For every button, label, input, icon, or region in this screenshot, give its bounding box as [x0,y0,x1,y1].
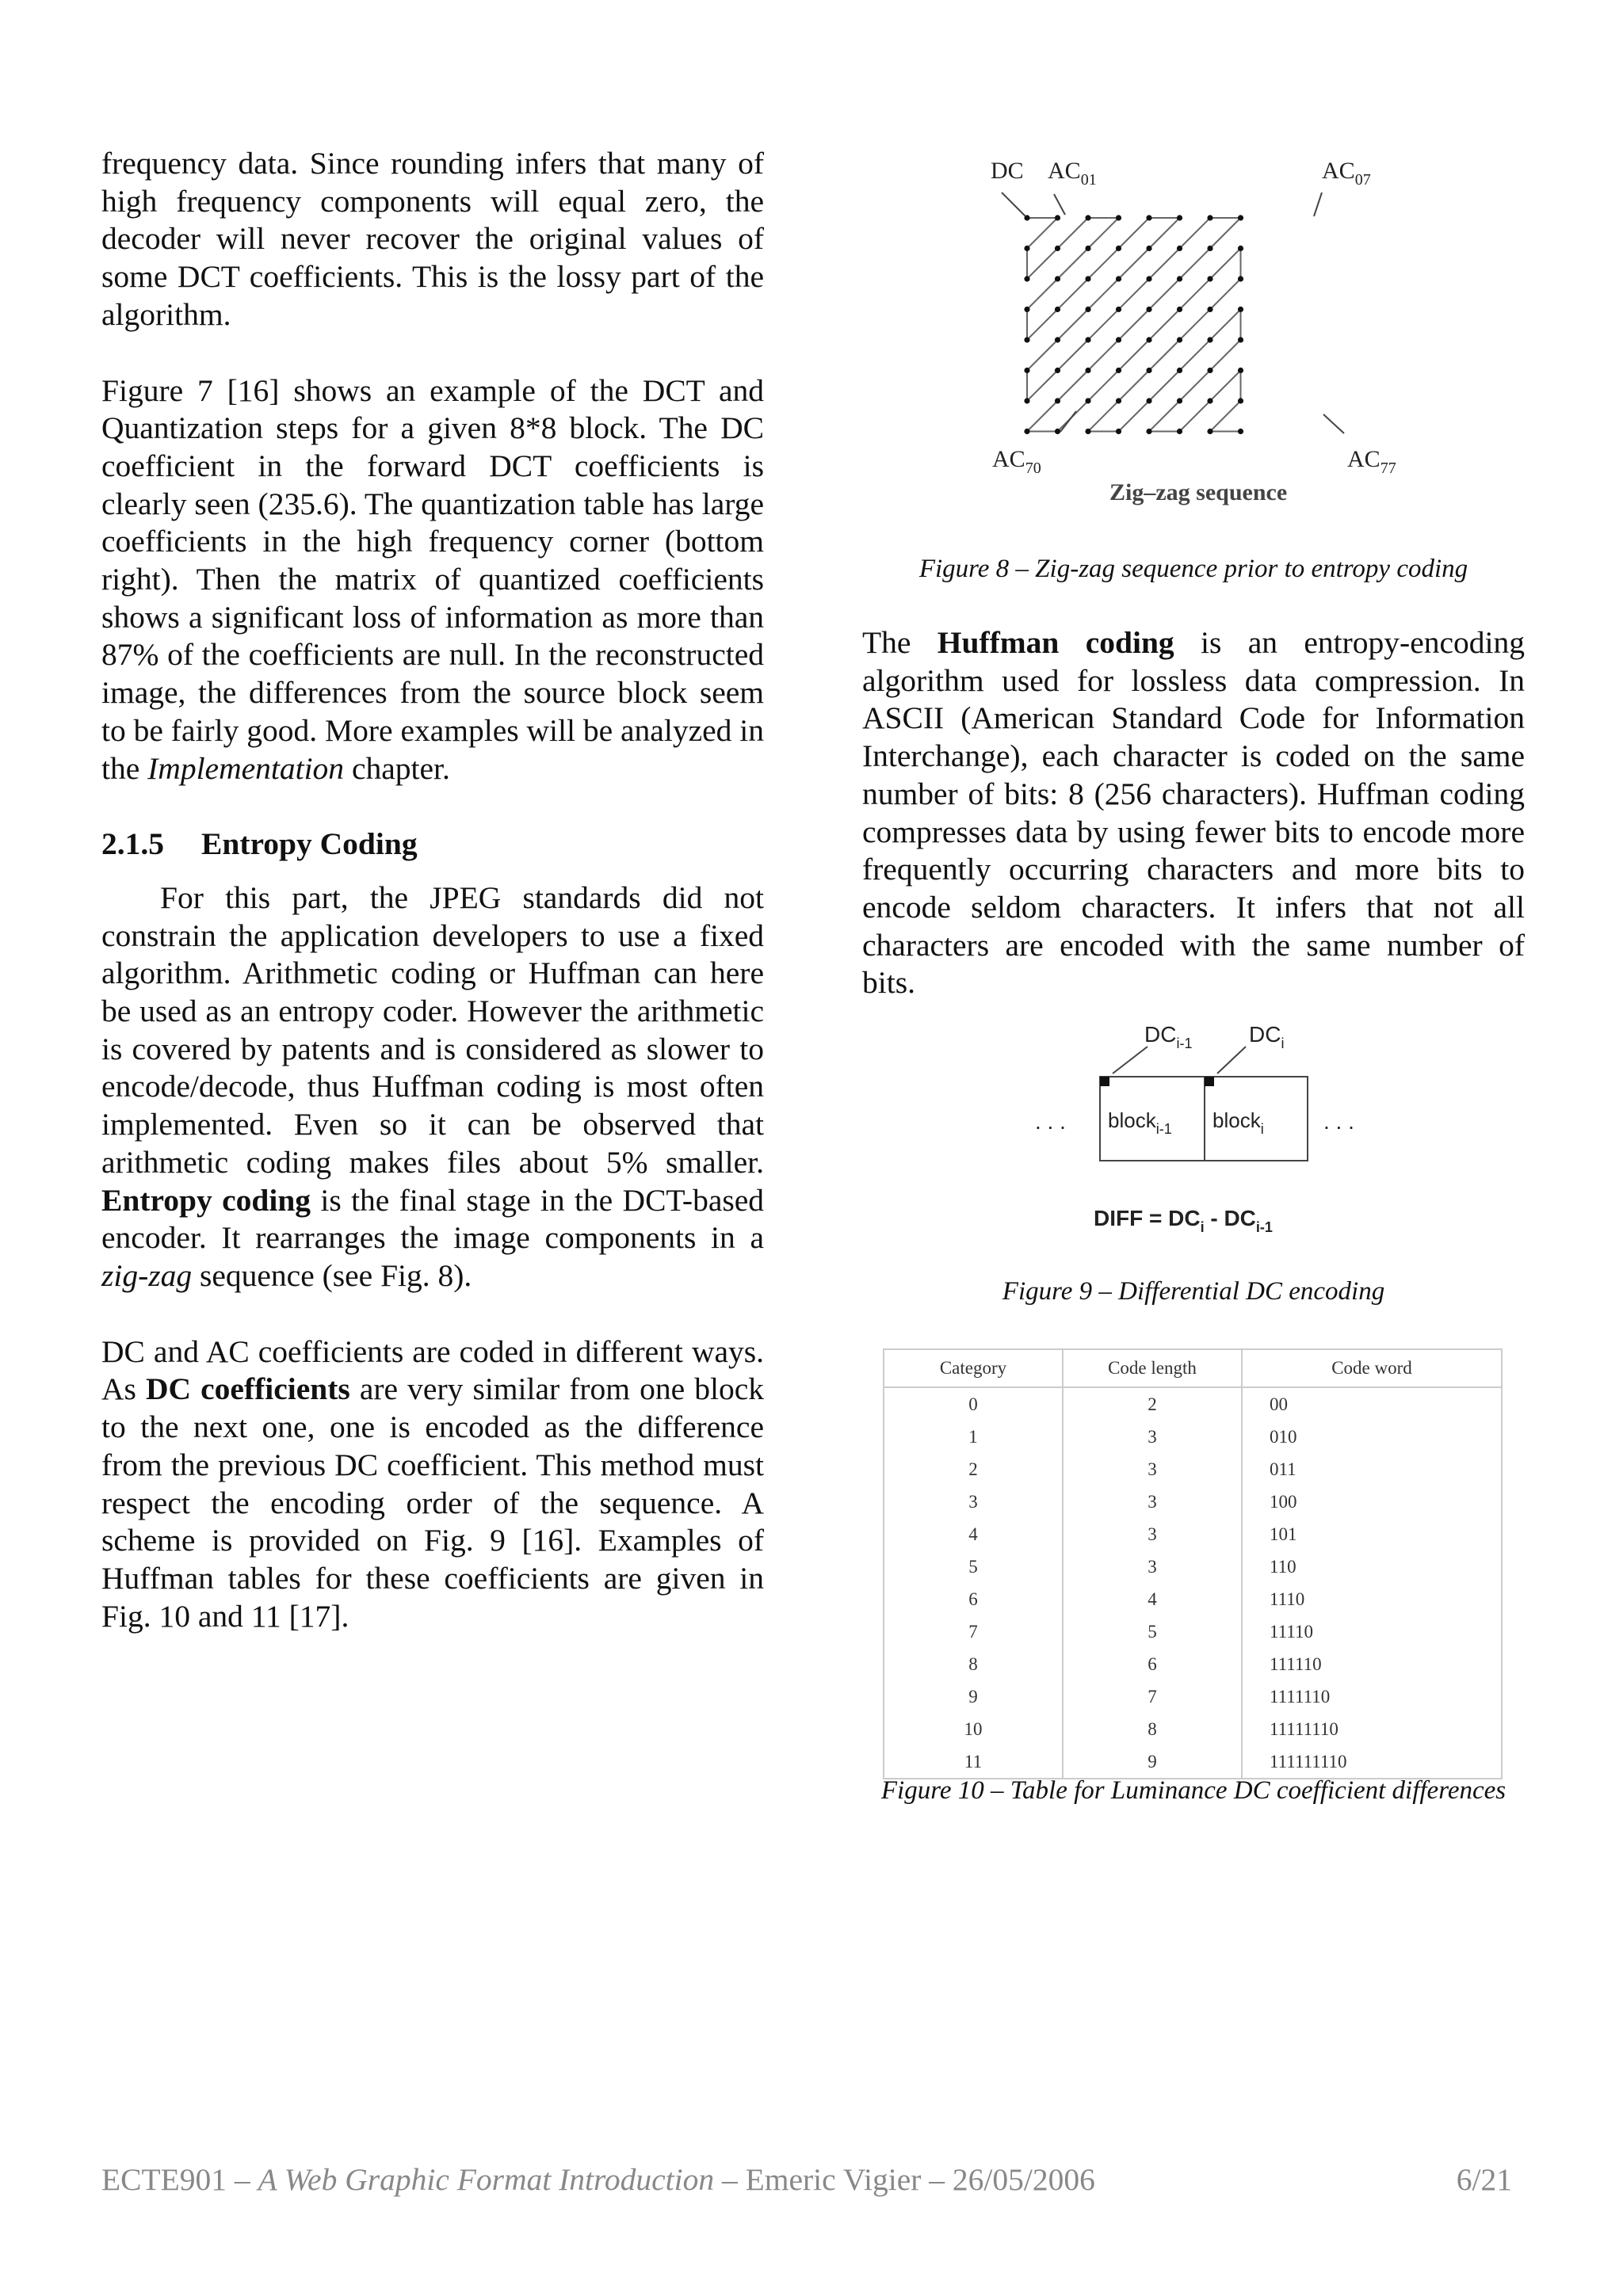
grid-point [1207,307,1212,312]
cell-code-length: 3 [1063,1486,1242,1518]
grid-point [1146,398,1151,403]
figure-10-table [883,1348,1503,1772]
grid-point [1177,215,1182,220]
grid-point [1177,307,1182,312]
arrow-ac77 [1323,414,1344,433]
label-block-previous: block$_{i-1}$ [1108,1108,1172,1137]
grid-point [1177,276,1182,281]
arrow-ac70 [1060,411,1076,432]
huffman-coding-bold: Huffman coding [937,625,1174,660]
luminance-dc-table [883,1348,1503,1779]
cell-code-word: 111110 [1242,1648,1502,1680]
figure-10-caption: Figure 10 – Table for Luminance DC coefficient differences [880,1776,1507,1805]
grid-point [1207,215,1212,220]
grid-point [1116,429,1121,434]
table-row [884,1615,1502,1648]
differential-dc-diagram [1030,1010,1395,1248]
grid-point [1085,215,1090,220]
grid-point [1085,429,1090,434]
cell-category: 4 [884,1518,1063,1550]
paragraph-lossy-text: frequency data. Since rounding infers that many of high frequency components will equal zero, the decoder will never recover the original values of some DCT coefficients. This is the lossy part of the algorithm. [101,146,764,332]
grid-point [1055,429,1060,434]
grid-point [1238,368,1243,373]
table-row [884,1453,1502,1486]
figure-8-caption: Figure 8 – Zig-zag sequence prior to entropy coding [918,555,1468,583]
label-ac70: $AC_{70}$ [992,446,1041,477]
label-ac07: $AC_{07}$ [1322,158,1371,189]
grid-point [1055,307,1060,312]
paragraph-dc-ac [101,1333,764,1636]
table-row [884,1680,1502,1713]
cell-code-word: 100 [1242,1486,1502,1518]
grid-point [1177,246,1182,251]
label-block-current: block$_i$ [1212,1108,1264,1137]
label-ac01: $AC_{01}$ [1048,158,1097,189]
paragraph-huffman-text-b: is an entropy-encoding algorithm used for lossless data compression. In ASCII (American Standard Code for Information Interchange), each character is coded on the same number of bits: 8 (256 characters). Huffman coding compresses data by using fewer bits to encode more frequently occurring characters and more bits to encode seldom characters. It infers that not all characters are encoded with the same number of bits. [862,625,1525,1001]
dc-marker-current [1205,1077,1214,1086]
cell-code-length: 8 [1063,1713,1242,1745]
arrow-ac07 [1314,193,1322,216]
grid-point [1146,429,1151,434]
cell-code-length: 9 [1063,1745,1242,1779]
table-row [884,1387,1502,1421]
grid-point [1055,215,1060,220]
paragraph-entropy-text-b: is the final stage in the DCT-based encoder. It rearranges the image components in a [101,1182,765,1256]
cell-code-length: 5 [1063,1615,1242,1648]
cell-category: 6 [884,1583,1063,1615]
left-column [101,145,764,1635]
grid-point [1116,215,1121,220]
grid-point [1177,398,1182,403]
table-row [884,1648,1502,1680]
paragraph-dc-ac-text-b: are very similar from one block to the next one, one is encoded as the difference from the previous DC coefficient. This method must respect the encoding order of the sequence. A scheme is provided on Fig. 9 [16]. Examples of Huffman tables for these coefficients are given in Fig. 10 and 11 [17]. [101,1371,764,1634]
grid-point [1085,276,1090,281]
label-ac77: $AC_{77}$ [1347,446,1396,477]
grid-point [1085,307,1090,312]
paragraph-entropy [101,879,764,1295]
paragraph-entropy-text-c: sequence (see Fig. 8). [192,1257,472,1293]
cell-code-length: 3 [1063,1518,1242,1550]
cell-code-length: 2 [1063,1387,1242,1421]
cell-category: 0 [884,1387,1063,1421]
cell-code-length: 6 [1063,1648,1242,1680]
grid-point [1238,429,1243,434]
footer-author: – Emeric Vigier – 26/05/2006 [714,2162,1095,2197]
grid-point [1177,368,1182,373]
table-body [884,1387,1502,1779]
grid-point [1085,398,1090,403]
table-row [884,1713,1502,1745]
cell-code-word: 1111110 [1242,1680,1502,1713]
arrow-dc-current [1217,1047,1246,1074]
implementation-emphasis: Implementation [147,750,345,786]
grid-point [1146,215,1151,220]
cell-code-length: 3 [1063,1453,1242,1486]
cell-category: 1 [884,1421,1063,1453]
cell-code-length: 3 [1063,1550,1242,1583]
grid-point [1238,337,1243,342]
header-code-word: Code word [1242,1349,1502,1387]
table-row [884,1745,1502,1779]
grid-point [1116,276,1121,281]
paragraph-dc-ac-text-a: DC and AC coefficients are coded in different ways. As [101,1333,764,1407]
paragraph-figure7 [101,372,764,788]
grid-point [1146,368,1151,373]
label-dc-current: $DC_i$ [1249,1022,1285,1051]
cell-code-length: 7 [1063,1680,1242,1713]
grid-point [1024,368,1029,373]
footer-title: A Web Graphic Format Introduction [258,2162,715,2197]
paragraph-huffman-text-a: The [862,625,938,660]
cell-code-word: 11110 [1242,1615,1502,1648]
paragraph-huffman [862,624,1525,1002]
cell-code-word: 011 [1242,1453,1502,1486]
grid-point [1207,368,1212,373]
grid-point [1024,429,1029,434]
table-row [884,1550,1502,1583]
grid-point [1116,307,1121,312]
grid-point [1207,276,1212,281]
cell-code-word: 11111110 [1242,1713,1502,1745]
grid-point [1055,276,1060,281]
paragraph-entropy-text-a: For this part, the JPEG standards did not constrain the application developers to use a fixed algorithm. Arithmetic coding or Huffman can here be used as an entropy coder. However the arithmetic is covered by patents and is considered as slower to encode/decode, thus Huffman coding is most often implemented. Even so it can be observed that arithmetic coding makes files about 5% smaller. [101,879,764,1180]
cell-code-length: 4 [1063,1583,1242,1615]
header-category: Category [884,1349,1063,1387]
zigzag-diagram [991,145,1434,517]
cell-category: 7 [884,1615,1063,1648]
footer-course: ECTE901 – [101,2162,258,2197]
grid-point [1085,246,1090,251]
grid-point [1055,246,1060,251]
cell-category: 11 [884,1745,1063,1779]
cell-code-word: 1110 [1242,1583,1502,1615]
grid-point [1116,246,1121,251]
arrow-dc-previous [1113,1047,1148,1074]
grid-point [1146,337,1151,342]
grid-point [1116,398,1121,403]
grid-point [1116,337,1121,342]
paragraph-figure7-end: chapter. [344,750,450,786]
grid-point [1146,307,1151,312]
grid-point [1177,337,1182,342]
cell-code-word: 010 [1242,1421,1502,1453]
entropy-coding-bold: Entropy coding [101,1182,311,1218]
cell-code-word: 00 [1242,1387,1502,1421]
table-row [884,1583,1502,1615]
grid-point [1024,246,1029,251]
grid-point [1055,398,1060,403]
grid-point [1024,307,1029,312]
figure-9-differential-dc [1030,1010,1395,1248]
grid-point [1207,337,1212,342]
grid-point [1024,276,1029,281]
arrow-dc [1002,193,1025,216]
dc-marker-previous [1100,1077,1109,1086]
ellipsis-left: . . . [1035,1109,1066,1134]
footer-citation [101,2161,1095,2198]
grid-point [1238,215,1243,220]
table-row [884,1421,1502,1453]
label-dc: DC [991,158,1024,184]
block-outlines [1100,1047,1308,1161]
table-header-row [884,1349,1502,1387]
grid-point [1085,337,1090,342]
figure-8-zigzag [991,145,1434,517]
cell-category: 2 [884,1453,1063,1486]
section-title: Entropy Coding [201,826,418,862]
label-dc-previous: $DC_{i-1}$ [1144,1022,1193,1051]
grid-point [1238,276,1243,281]
header-code-length: Code length [1063,1349,1242,1387]
grid-point [1146,276,1151,281]
cell-code-word: 101 [1242,1518,1502,1550]
ellipsis-right: . . . [1323,1109,1354,1134]
cell-category: 5 [884,1550,1063,1583]
section-number: 2.1.5 [101,826,164,862]
grid-point [1024,398,1029,403]
page-number: 6/21 [1456,2162,1512,2197]
cell-category: 8 [884,1648,1063,1680]
grid-point [1177,429,1182,434]
table-row [884,1518,1502,1550]
diff-formula: DIFF = $DC_i - DC_{i-1}$ [1094,1206,1273,1235]
grid-point [1207,246,1212,251]
grid-point [1238,398,1243,403]
cell-category: 3 [884,1486,1063,1518]
grid-point [1238,246,1243,251]
cell-category: 10 [884,1713,1063,1745]
grid-point [1085,368,1090,373]
grid-point [1207,429,1212,434]
table-row [884,1486,1502,1518]
paragraph-huffman-container [862,624,1525,1002]
section-heading [101,826,764,864]
figure-9-caption: Figure 9 – Differential DC encoding [1002,1277,1385,1306]
grid-point [1055,337,1060,342]
grid-point [1207,398,1212,403]
cell-code-word: 110 [1242,1550,1502,1583]
arrow-ac01 [1054,194,1065,215]
dc-coefficients-bold: DC coefficients [146,1371,350,1407]
zigzag-title: Zig–zag sequence [1109,479,1288,505]
grid-point [1146,246,1151,251]
cell-code-length: 3 [1063,1421,1242,1453]
cell-code-word: 111111110 [1242,1745,1502,1779]
cell-category: 9 [884,1680,1063,1713]
grid-point [1238,307,1243,312]
zigzag-emphasis: zig-zag [101,1257,193,1293]
paragraph-figure7-text: Figure 7 [16] shows an example of the DCT and Quantization steps for a given 8*8 block. The DC coefficient in the forward DCT coefficients is clearly seen (235.6). The quantization table has large coefficients in the high frequency corner (bottom right). Then the matrix of quantized coefficients shows a significant loss of information as more than 87% of the coefficients are null. In the reconstructed image, the differences from the source block seem to be fairly good. More examples will be analyzed in the [101,372,764,786]
grid-point [1024,337,1029,342]
grid-point [1055,368,1060,373]
paragraph-lossy [101,145,764,334]
grid-point [1116,368,1121,373]
